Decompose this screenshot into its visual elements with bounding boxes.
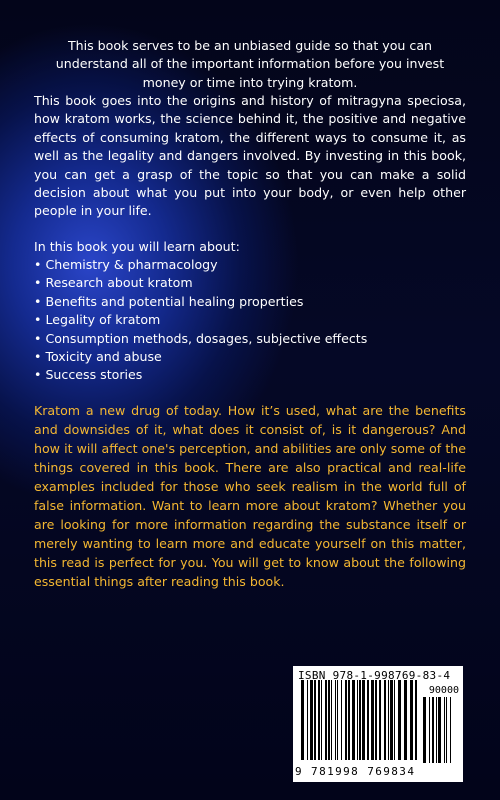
barcode-bar: [310, 680, 313, 760]
barcode-bar: [379, 680, 381, 760]
barcode-bar: [371, 680, 374, 760]
barcode-bar: [335, 680, 336, 760]
price-code: 90000: [428, 685, 459, 696]
intro-paragraph-1: This book serves to be an unbiased guide so that you can understand all of the important information before you invest money or time into trying kratom.: [55, 38, 445, 90]
barcode-bar: [404, 680, 407, 760]
barcode-bar: [337, 680, 338, 760]
list-item: • Toxicity and abuse: [34, 348, 367, 366]
barcode-bar: [328, 680, 330, 760]
barcode-bar: [390, 680, 393, 760]
barcode-bar: [375, 680, 377, 760]
barcode-bar: [429, 697, 430, 763]
barcode-bar: [438, 697, 441, 763]
ean-digits: 9 781998 769834: [295, 765, 416, 778]
barcode-bar: [357, 680, 358, 760]
barcode-bar: [345, 680, 347, 760]
barcode-bar: [436, 697, 437, 763]
barcode-bar: [432, 697, 434, 763]
list-item: • Consumption methods, dosages, subjective effects: [34, 330, 367, 348]
learn-heading: In this book you will learn about:: [34, 239, 240, 254]
list-item: • Benefits and potential healing properties: [34, 293, 367, 311]
closing-paragraph: Kratom a new drug of today. How it’s used, what are the benefits and downsides of it, what does it consist of, is it dangerous? And how it will affect one's perception, and abilities are only some of the things covered in this book. There are also practical and real-life examples included for those who seek realism in the world full of false information. Want to learn more about kratom? Whether you are looking for more information regarding the substance itself or merely wanting to learn more and educate yourself on this matter, this read is perfect for you. You will get to know about the following essential things after reading this book.: [34, 403, 466, 589]
barcode-bar: [352, 680, 355, 760]
barcode-bar: [423, 697, 426, 763]
barcode-bar: [307, 680, 308, 760]
barcode-bar: [388, 680, 389, 760]
barcode-bar: [446, 697, 447, 763]
intro-paragraph-2: This book goes into the origins and history of mitragyna speciosa, how kratom works, the science behind it, the positive and negative effects of consuming kratom, the different ways to consume it, as well as the legality and dangers involved. By investing in this book, you can get a grasp of the topic so that you can make a solid decision about what you put into your body, or even help other people in your life.: [34, 93, 466, 219]
price-addon-bars: [423, 697, 457, 763]
barcode-bar: [410, 680, 413, 760]
barcode-bar: [359, 680, 361, 760]
list-item: • Success stories: [34, 366, 367, 384]
barcode-bar: [318, 680, 320, 760]
barcode-bar: [367, 680, 369, 760]
barcode-bar: [301, 680, 304, 760]
isbn-barcode: [293, 666, 463, 782]
learn-list: [34, 256, 367, 385]
barcode-bar: [444, 697, 445, 763]
barcode-bar: [394, 680, 395, 760]
list-item: • Legality of kratom: [34, 311, 367, 329]
barcode-bar: [450, 697, 451, 763]
barcode-bar: [321, 680, 322, 760]
barcode-bar: [362, 680, 365, 760]
barcode-bar: [348, 680, 350, 760]
list-item: • Chemistry & pharmacology: [34, 256, 367, 274]
barcode-bar: [331, 680, 332, 760]
isbn-number: ISBN 978-1-998769-83-4: [298, 669, 451, 682]
barcode-bar: [415, 680, 417, 760]
list-item: • Research about kratom: [34, 274, 367, 292]
barcode-bar: [314, 680, 316, 760]
barcode-bar: [398, 680, 401, 760]
ean-barcode-bars: [301, 680, 421, 760]
barcode-bar: [384, 680, 386, 760]
barcode-bar: [341, 680, 342, 760]
barcode-bar: [325, 680, 327, 760]
